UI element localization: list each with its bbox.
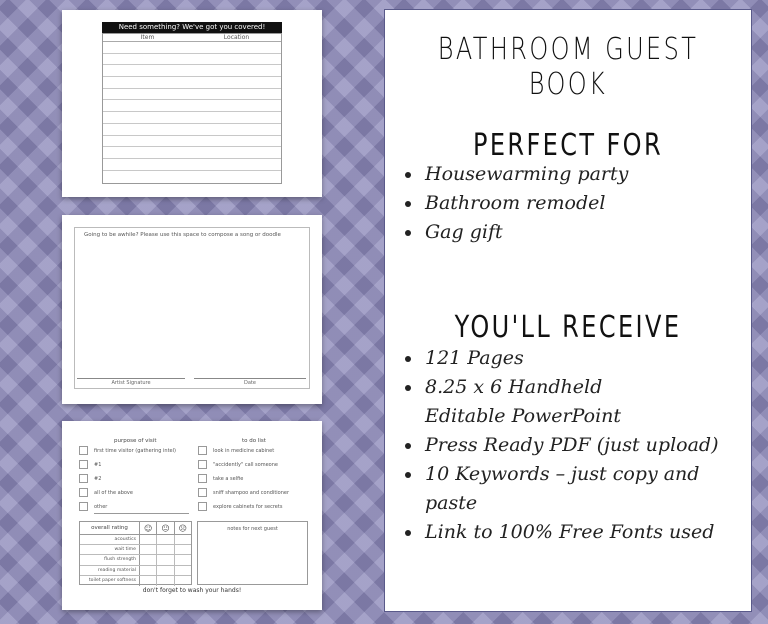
- table-row: [80, 576, 191, 586]
- signature-label: Artist Signature: [111, 380, 151, 386]
- table-row: [103, 65, 281, 77]
- rating-row-label: flush strength: [80, 555, 140, 564]
- rating-row-label: reading material: [80, 566, 140, 575]
- table-row: [103, 147, 281, 159]
- checkbox-icon: [79, 446, 88, 455]
- smile-face-icon: ☺: [140, 522, 157, 534]
- todo-item-label: sniff shampoo and conditioner: [213, 489, 290, 496]
- todo-item-label: take a selfie: [213, 475, 244, 482]
- table-row: [103, 89, 281, 101]
- checkbox-icon: [79, 474, 88, 483]
- rating-row-label: toilet paper softness: [80, 576, 140, 586]
- info-panel: [384, 9, 752, 612]
- table-row: [80, 566, 191, 576]
- list-item: Link to 100% Free Fonts used: [397, 518, 719, 547]
- doodle-area: [74, 227, 310, 389]
- table-row: [103, 112, 281, 124]
- purpose-item-label: #1: [94, 461, 102, 468]
- rating-table: [79, 521, 192, 585]
- notes-box: [197, 521, 308, 585]
- other-line: [94, 513, 189, 514]
- page-title: BATHROOM GUEST BOOK: [437, 32, 699, 102]
- page-preview-2: [62, 215, 322, 404]
- table-row: [103, 100, 281, 112]
- table-row: [103, 124, 281, 136]
- todo-item: [198, 502, 282, 511]
- purpose-item: [79, 446, 176, 455]
- p1-table: [102, 33, 282, 184]
- checkbox-icon: [198, 446, 207, 455]
- rating-heading: overall rating: [80, 522, 140, 534]
- list-item: paste: [425, 492, 478, 514]
- col-item: Item: [140, 34, 155, 41]
- table-row: [103, 171, 281, 183]
- list-item: 121 Pages: [397, 344, 719, 373]
- notes-heading: notes for next guest: [227, 526, 278, 532]
- todo-item: [198, 446, 274, 455]
- purpose-item-label: all of the above: [94, 489, 133, 496]
- purpose-item: [79, 488, 133, 497]
- perfect-for-heading: PERFECT FOR: [472, 128, 664, 163]
- todo-heading: to do list: [242, 438, 266, 444]
- purpose-item: [79, 460, 101, 469]
- checkbox-icon: [198, 502, 207, 511]
- list-item: Housewarming party: [397, 160, 628, 189]
- frown-face-icon: ☹: [178, 524, 187, 533]
- list-item: Bathroom remodel: [397, 189, 628, 218]
- list-item: Press Ready PDF (just upload): [397, 431, 719, 460]
- date-line: [194, 378, 306, 379]
- list-item: 8.25 x 6 Handheld: [397, 373, 719, 402]
- list-item: Gag gift: [397, 218, 628, 247]
- table-row: [80, 535, 191, 545]
- list-item: 10 Keywords – just copy and: [397, 460, 719, 489]
- checkbox-icon: [79, 488, 88, 497]
- receive-list: [397, 344, 719, 547]
- footer-reminder: don't forget to wash your hands!: [142, 587, 242, 594]
- neutral-face-icon: 😐: [157, 522, 174, 534]
- purpose-heading: purpose of visit: [114, 438, 157, 444]
- rating-header: [80, 522, 191, 535]
- table-row: [103, 159, 281, 171]
- signature-line: [77, 378, 185, 379]
- todo-item-label: "accidently" call someone: [213, 461, 278, 468]
- checkbox-icon: [198, 488, 207, 497]
- rating-row-label: wait time: [80, 545, 140, 554]
- purpose-item: [79, 502, 107, 511]
- page-preview-1: [62, 10, 322, 197]
- todo-item: [198, 460, 278, 469]
- page-preview-3: [62, 421, 322, 610]
- table-row: [103, 54, 281, 66]
- table-row: [103, 136, 281, 148]
- todo-item-label: look in medicine cabinet: [213, 447, 275, 454]
- perfect-for-list: [397, 160, 628, 247]
- table-row: [103, 77, 281, 89]
- p1-columns: [103, 34, 281, 42]
- purpose-item-label: other: [94, 503, 108, 510]
- col-location: Location: [223, 34, 250, 41]
- checkbox-icon: [79, 502, 88, 511]
- p1-header: Need something? We've got you covered!: [102, 22, 282, 33]
- table-row: [80, 545, 191, 555]
- table-row: [80, 555, 191, 565]
- list-item: Editable PowerPoint: [425, 405, 622, 427]
- todo-item: [198, 474, 243, 483]
- purpose-item-label: first time visitor (gathering intel): [94, 447, 176, 454]
- todo-item-label: explore cabinets for secrets: [213, 503, 283, 510]
- doodle-prompt: Going to be awhile? Please use this space to compose a song or doodle: [84, 232, 281, 238]
- date-label: Date: [244, 380, 256, 386]
- purpose-item-label: #2: [94, 475, 102, 482]
- rating-row-label: acoustics: [80, 535, 140, 544]
- table-row: [103, 42, 281, 54]
- purpose-item: [79, 474, 101, 483]
- receive-heading: YOU'LL RECEIVE: [454, 310, 682, 345]
- todo-item: [198, 488, 289, 497]
- checkbox-icon: [198, 474, 207, 483]
- checkbox-icon: [79, 460, 88, 469]
- checkbox-icon: [198, 460, 207, 469]
